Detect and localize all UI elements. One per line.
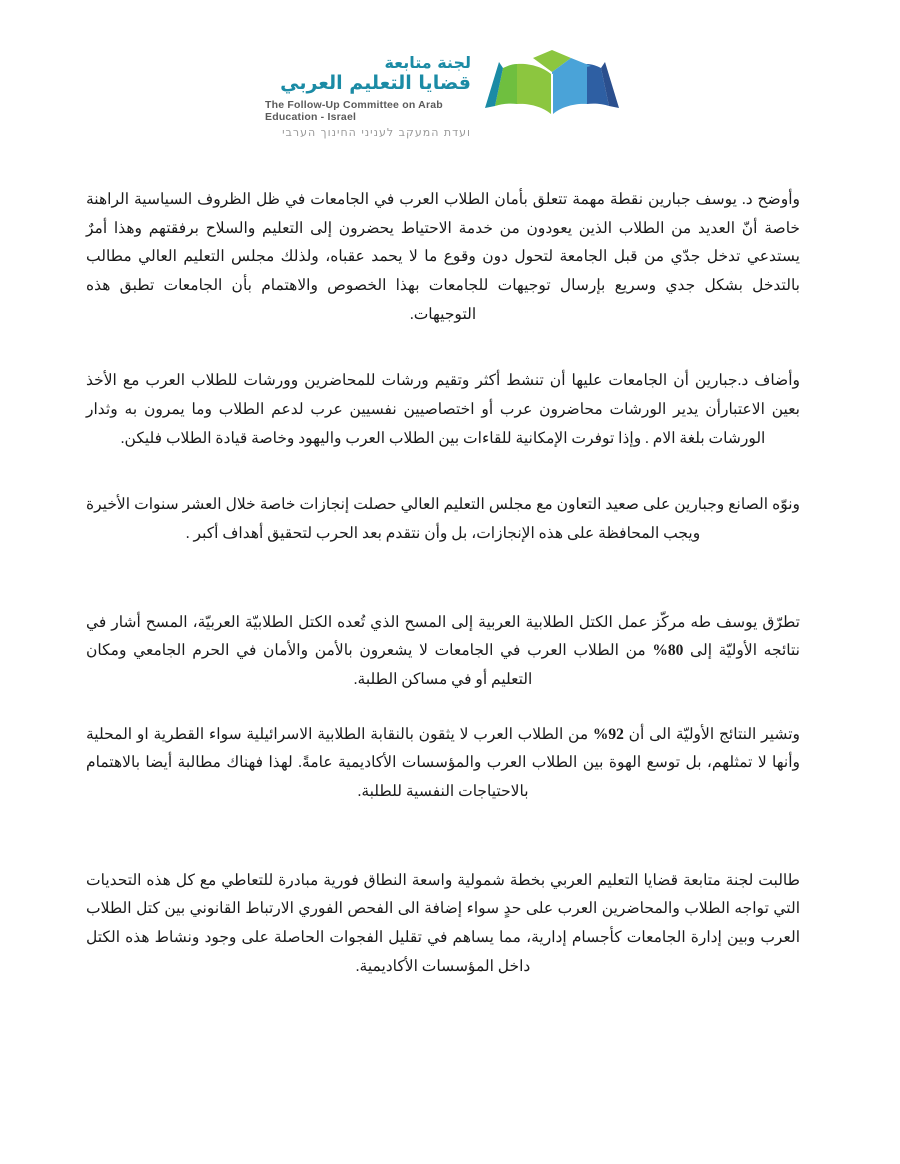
paragraph-2: وأضاف د.جبارين أن الجامعات عليها أن تنشط أكثر وتقيم ورشات للمحاضرين وورشات للطلاب العرب مع الأخذ بعين الاعتبارأن يدير الورشات محاضرون عرب أو اختصاصيين نفسيين عرب لدعم الطلاب وما يمرون به وثدار الورشات بلغة الام . وإذا توفرت الإمكانية للقاءات بين الطلاب العرب واليهود وخاصة قيادة الطلاب فليكن.	[86, 372, 800, 447]
logo-arabic-line2: قضايا التعليم العربي	[280, 72, 471, 95]
stat-92-percent: 92%	[592, 725, 624, 743]
paragraph-3: ونوّه الصانع وجبارين على صعيد التعاون مع مجلس التعليم العالي حصلت إنجازات خاصة خلال العشر سنوات الأخيرة ويجب المحافظة على هذه الإنجازات، بل وأن نتقدم بعد الحرب لتحقيق أهداف أكبر .	[86, 496, 800, 543]
logo-hebrew-line: ועדת המעקב לעניני החינוך הערבי	[282, 126, 471, 140]
paragraph-survey-92-before: وتشير النتائج الأوليّة الى أن	[623, 725, 800, 743]
paragraph-survey-80	[86, 609, 800, 695]
committee-logo-mark	[473, 48, 633, 122]
stat-80-percent: 80%	[652, 642, 684, 660]
paragraph-survey-80-after: من الطلاب العرب في الجامعات لا يشعرون بالأمن والأمان في الحرم الجامعي ومكان التعليم أو في مساكن الطلبة.	[86, 642, 653, 689]
logo-arabic-line1: لجنة متابعة	[384, 53, 471, 72]
paragraph-survey-80-before: تطرّق يوسف طه مركّز عمل الكتل الطلابية العربية إلى المسح الذي تُعده الكتل الطلابيّة العربيّة، المسح أشار في نتائجه الأوليّة إلى	[86, 613, 800, 660]
spacer-2	[86, 845, 800, 867]
letterhead-logo	[0, 48, 900, 148]
logo-english-line: The Follow-Up Committee on Arab Education - Israel	[265, 99, 443, 124]
logo-text-block	[265, 54, 471, 139]
paragraph-survey-92	[86, 721, 800, 807]
spacer	[86, 587, 800, 609]
paragraph-1: وأوضح د. يوسف جبارين نقطة مهمة تتعلق بأمان الطلاب العرب في الجامعات في ظل الظروف السياسية الراهنة خاصة أنّ العديد من الطلاب الذين يعودون من خدمة الاحتياط يحضرون إلى التعليم والسلاح برفقتهم وهذا أمرٌ يستدعي تدخل جدّي من قبل الجامعة لتحول دون وقوع ما لا يحمد عقباه، ولذلك مجلس التعليم العالي مطالب بالتدخل بشكل جدي وسريع بإرسال توجيهات للجامعات بهذا الخصوص والاهتمام بأن الجامعات تطبق هذه التوجيهات.	[86, 191, 800, 323]
paragraph-final: طالبت لجنة متابعة قضايا التعليم العربي بخطة شمولية واسعة النطاق فورية مبادرة للتعاطي مع كل هذه التحديات التي تواجه الطلاب والمحاضرين العرب على حدٍ سواء إضافة الى الفحص الفوري الارتباط القانوني بين كتل الطلاب العرب وبين إدارة الجامعات كأجسام إدارية، مما يساهم في تقليل الفجوات الحاصلة على وجود ونشاط هذه الكتل داخل المؤسسات الأكاديمية.	[86, 871, 800, 975]
document-body	[86, 186, 800, 981]
paragraph-survey-92-after: من الطلاب العرب لا يثقون بالنقابة الطلابية الاسرائيلية سواء القطرية او المحلية وأنها لا تمثلهم، بل توسع الهوة بين الطلاب العرب والمؤسسات الأكاديمية عامةً. لهذا فهناك مطالبة أيضا بالاهتمام بالاحتياجات النفسية للطلبة.	[86, 725, 800, 801]
